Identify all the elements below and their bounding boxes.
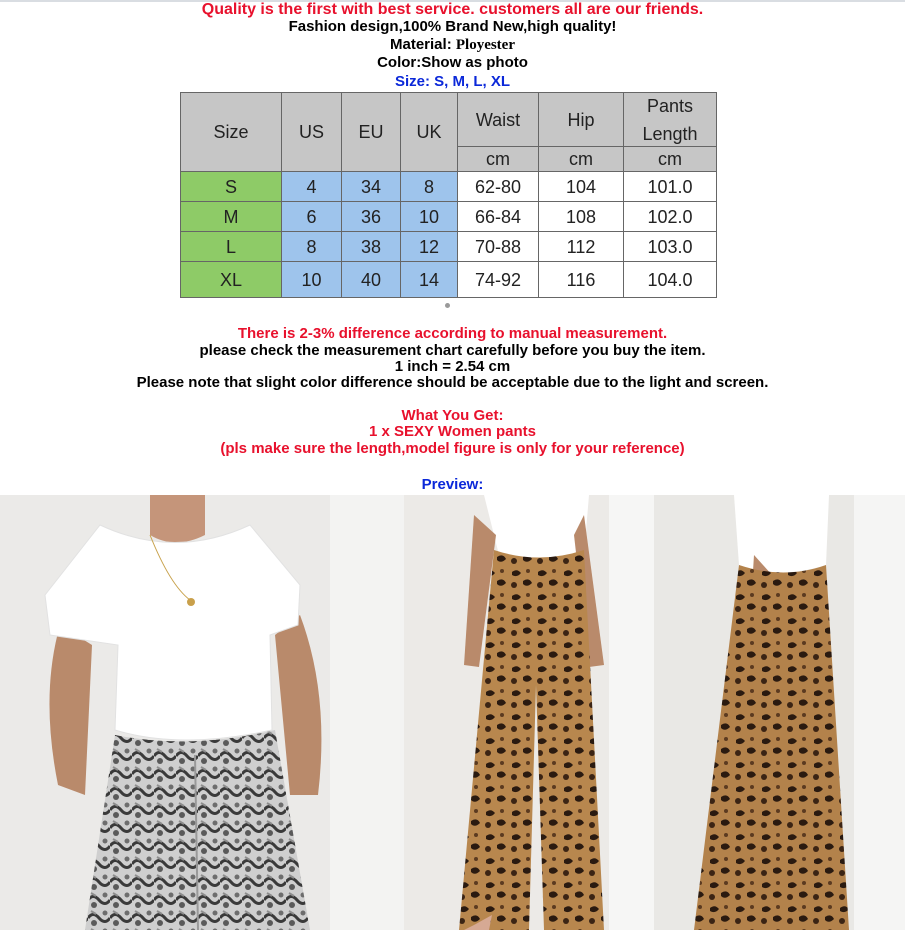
header-size: Size [180, 92, 282, 172]
leopard-front-image [404, 495, 654, 930]
header-uk: UK [400, 92, 458, 172]
header-us: US [281, 92, 342, 172]
row-s-eu: 34 [341, 171, 401, 202]
product-photo-leopard-side[interactable] [654, 495, 905, 930]
row-l-size: L [180, 231, 282, 262]
row-xl-eu: 40 [341, 261, 401, 298]
header-waist: Waist [457, 92, 539, 147]
row-xl-us: 10 [281, 261, 342, 298]
row-m-waist: 66-84 [457, 201, 539, 232]
row-l-us: 8 [281, 231, 342, 262]
package-remark: (pls make sure the length,model figure is only for your reference) [220, 440, 685, 457]
color-difference-note: Please note that slight color difference should be acceptable due to the light and screen. [136, 374, 769, 391]
header-eu: EU [341, 92, 401, 172]
unit-waist: cm [457, 146, 539, 172]
size-chart-table [180, 92, 717, 298]
leopard-side-image [654, 495, 905, 930]
preview-label: Preview: [421, 476, 484, 493]
row-s-us: 4 [281, 171, 342, 202]
header-pants-length: Pants Length [623, 92, 717, 147]
fashion-design-line: Fashion design,100% Brand New,high quality! [288, 18, 617, 35]
color-line: Color:Show as photo [377, 54, 528, 71]
row-xl-size: XL [180, 261, 282, 298]
material-line [0, 36, 905, 54]
material-label: Material: [390, 36, 456, 53]
row-m-size: M [180, 201, 282, 232]
unit-hip: cm [538, 146, 624, 172]
row-s-waist: 62-80 [457, 171, 539, 202]
what-you-get-title: What You Get: [401, 407, 504, 424]
snake-pants-image [0, 495, 404, 930]
check-chart-note: please check the measurement chart carefully before you buy the item. [199, 342, 706, 359]
carousel-dot[interactable] [445, 303, 450, 308]
row-l-pants-length: 103.0 [623, 231, 717, 262]
row-l-waist: 70-88 [457, 231, 539, 262]
row-s-size: S [180, 171, 282, 202]
size-line: Size: S, M, L, XL [394, 73, 510, 90]
row-m-us: 6 [281, 201, 342, 232]
product-photo-snake-pants[interactable] [0, 495, 404, 930]
row-l-hip: 112 [538, 231, 624, 262]
package-item: 1 x SEXY Women pants [369, 423, 536, 440]
row-l-uk: 12 [400, 231, 458, 262]
row-xl-hip: 116 [538, 261, 624, 298]
row-m-pants-length: 102.0 [623, 201, 717, 232]
row-xl-uk: 14 [400, 261, 458, 298]
row-s-hip: 104 [538, 171, 624, 202]
measurement-difference-note: There is 2-3% difference according to manual measurement. [237, 325, 668, 342]
row-l-eu: 38 [341, 231, 401, 262]
product-photo-leopard-front[interactable] [404, 495, 654, 930]
header-hip: Hip [538, 92, 624, 147]
row-xl-waist: 74-92 [457, 261, 539, 298]
row-s-uk: 8 [400, 171, 458, 202]
quality-slogan: Quality is the first with best service. customers all are our friends. [201, 1, 704, 18]
unit-pants-length: cm [623, 146, 717, 172]
material-value: Ployester [455, 37, 515, 53]
row-xl-pants-length: 104.0 [623, 261, 717, 298]
row-s-pants-length: 101.0 [623, 171, 717, 202]
row-m-hip: 108 [538, 201, 624, 232]
row-m-uk: 10 [400, 201, 458, 232]
inch-conversion-note: 1 inch = 2.54 cm [394, 358, 511, 375]
row-m-eu: 36 [341, 201, 401, 232]
